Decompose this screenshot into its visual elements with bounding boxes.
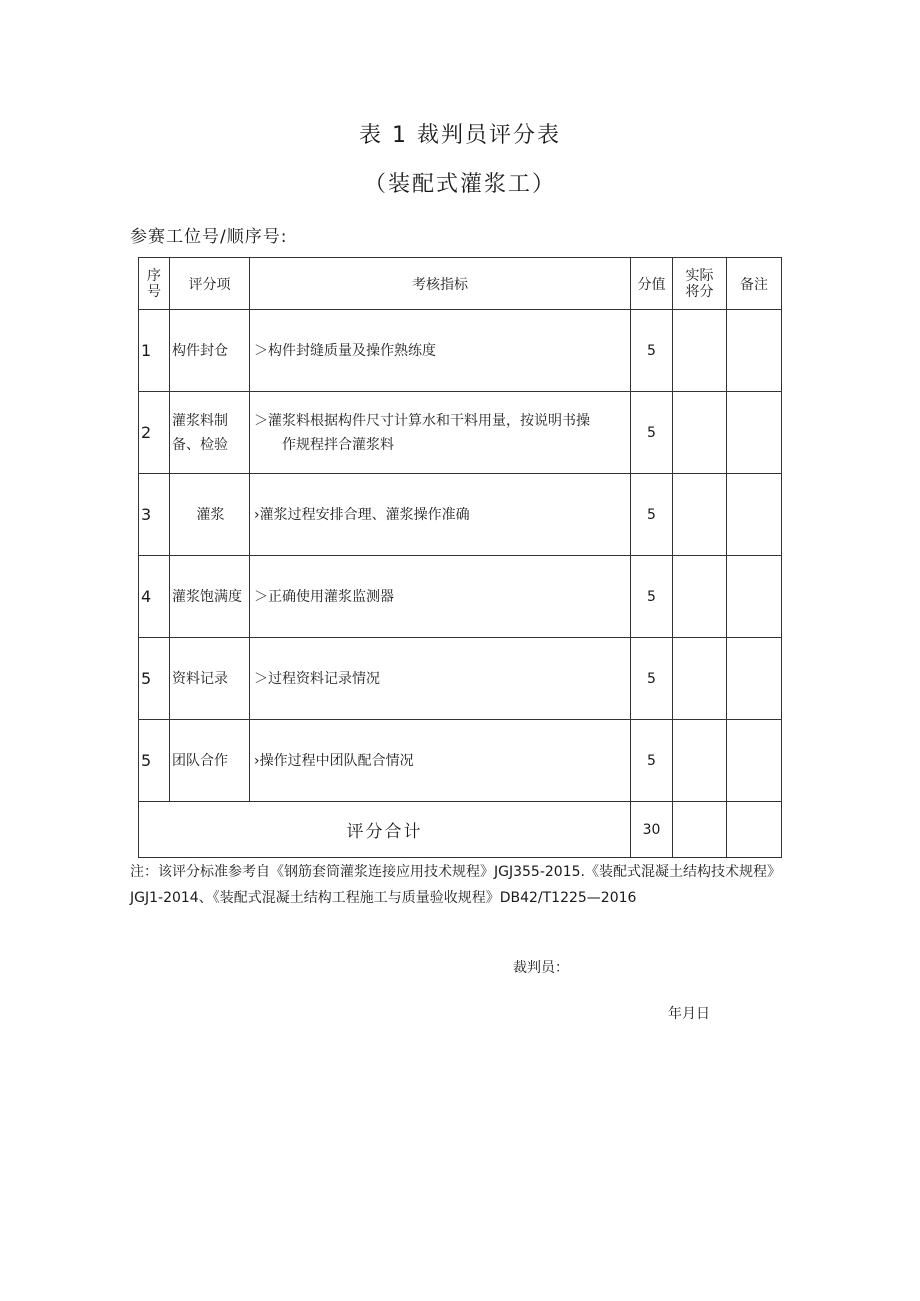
footnote: 注：该评分标准参考自《钢筋套筒灌浆连接应用技术规程》JGJ355-2015.《装配式混凝土结构技术规程》JGJ1-2014、《装配式混凝土结构工程施工与质量验收规程》DB42/T1225—2016 [130, 864, 781, 906]
date-label: 年月日 [668, 1006, 710, 1022]
table-row [139, 474, 782, 556]
row-indicator: ＞过程资料记录情况 [250, 638, 631, 720]
judge-signature-label: 裁判员： [513, 960, 569, 976]
row-item: 灌浆 [170, 474, 250, 556]
header-score: 分值 [631, 258, 673, 310]
header-indicator: 考核指标 [250, 258, 631, 310]
row-actual-score-cell[interactable] [673, 720, 727, 802]
station-number-label: 参赛工位号/顺序号: [130, 227, 288, 247]
header-actual-score: 实际 将分 [673, 258, 727, 310]
row-score: 5 [631, 720, 673, 802]
row-actual-score-cell[interactable] [673, 474, 727, 556]
row-remark-cell[interactable] [727, 556, 782, 638]
row-remark-cell[interactable] [727, 720, 782, 802]
row-item: 灌浆料制备、检验 [170, 392, 250, 474]
table-total-row [139, 802, 782, 858]
total-label: 评分合计 [139, 802, 631, 858]
row-actual-score-cell[interactable] [673, 556, 727, 638]
total-actual-score-cell[interactable] [673, 802, 727, 858]
header-no: 序 号 [139, 258, 170, 310]
row-score: 5 [631, 638, 673, 720]
row-number: 2 [139, 392, 170, 474]
row-number: 5 [139, 638, 170, 720]
table-header-row [139, 258, 782, 310]
row-number: 3 [139, 474, 170, 556]
total-score: 30 [631, 802, 673, 858]
row-actual-score-cell[interactable] [673, 310, 727, 392]
row-number: 4 [139, 556, 170, 638]
row-actual-score-cell[interactable] [673, 638, 727, 720]
row-indicator: ›操作过程中团队配合情况 [250, 720, 631, 802]
row-indicator: ＞构件封缝质量及操作熟练度 [250, 310, 631, 392]
row-number: 5 [139, 720, 170, 802]
row-score: 5 [631, 474, 673, 556]
row-score: 5 [631, 310, 673, 392]
table-row [139, 556, 782, 638]
row-score: 5 [631, 392, 673, 474]
page-subtitle: （装配式灌浆工） [363, 172, 556, 197]
header-item: 评分项 [170, 258, 250, 310]
row-score: 5 [631, 556, 673, 638]
score-table [138, 257, 782, 858]
row-number: 1 [139, 310, 170, 392]
table-row [139, 310, 782, 392]
row-remark-cell[interactable] [727, 638, 782, 720]
row-item: 构件封仓 [170, 310, 250, 392]
table-row [139, 720, 782, 802]
row-indicator: ›灌浆过程安排合理、灌浆操作准确 [250, 474, 631, 556]
row-indicator: ＞灌浆料根据构件尺寸计算水和干料用量，按说明书操 作规程拌合灌浆料 [250, 392, 631, 474]
page-title: 表 1 裁判员评分表 [359, 123, 561, 148]
row-remark-cell[interactable] [727, 392, 782, 474]
row-actual-score-cell[interactable] [673, 392, 727, 474]
row-remark-cell[interactable] [727, 474, 782, 556]
row-item: 团队合作 [170, 720, 250, 802]
table-row [139, 392, 782, 474]
row-item: 资料记录 [170, 638, 250, 720]
row-indicator: ＞正确使用灌浆监测器 [250, 556, 631, 638]
row-item: 灌浆饱满度 [170, 556, 250, 638]
row-remark-cell[interactable] [727, 310, 782, 392]
header-remark: 备注 [727, 258, 782, 310]
table-row [139, 638, 782, 720]
total-remark-cell[interactable] [727, 802, 782, 858]
